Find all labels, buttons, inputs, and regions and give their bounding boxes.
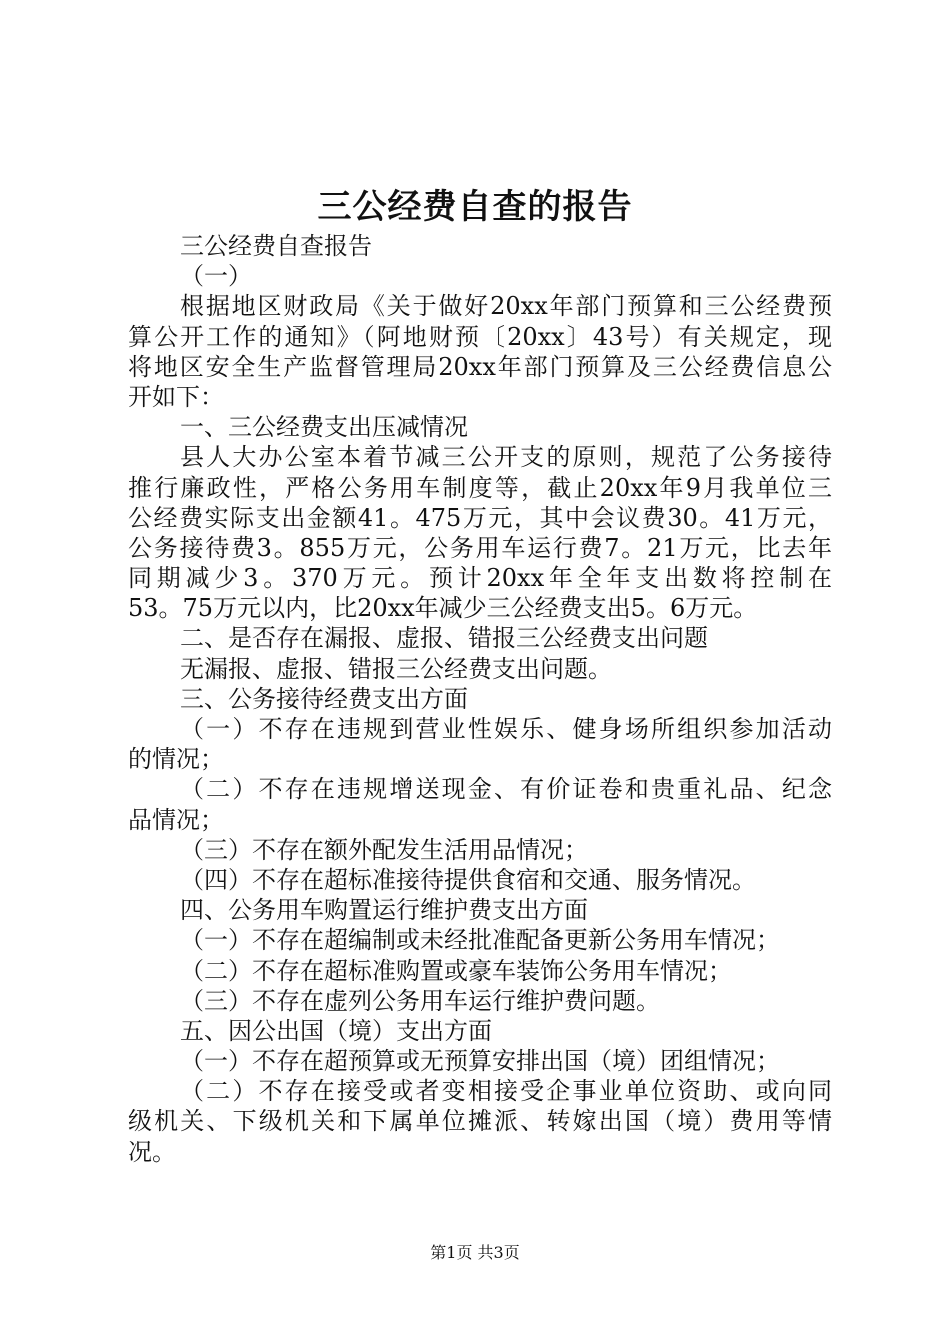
list-item-line: （二）不存在违规增送现金、有价证卷和贵重礼品、纪念 — [180, 775, 832, 804]
paragraph-line: 公经费实际支出金额41。475万元，其中会议费30。41万元， — [128, 503, 832, 532]
list-item-line: （三）不存在额外配发生活用品情况； — [180, 835, 588, 864]
list-item-line: （一）不存在违规到营业性娱乐、健身场所组织参加活动 — [180, 715, 832, 743]
paragraph-line: 将地区安全生产监督管理局20xx年部门预算及三公经费信息公 — [128, 352, 832, 381]
paragraph-line: 公务接待费3。855万元，公务用车运行费7。21万元，比去年 — [128, 533, 832, 562]
subtitle-line: 三公经费自查报告 — [180, 232, 372, 260]
list-item-line: （三）不存在虚列公务用车运行维护费问题。 — [180, 986, 660, 1015]
page-footer: 第1页 共3页 — [430, 1243, 520, 1262]
list-item-line: 品情况； — [128, 805, 224, 834]
list-item-line: 级机关、下级机关和下属单位摊派、转嫁出国（境）费用等情 — [128, 1107, 832, 1136]
document-title: 三公经费自查的报告 — [317, 187, 633, 227]
section-heading-2: 二、是否存在漏报、虚报、错报三公经费支出问题 — [180, 624, 708, 653]
list-item-line: （一）不存在超预算或无预算安排出国（境）团组情况； — [180, 1047, 780, 1076]
paragraph-line: 推行廉政性，严格公务用车制度等，截止20xx年9月我单位三 — [128, 473, 832, 502]
section-heading-4: 四、公务用车购置运行维护费支出方面 — [180, 896, 588, 925]
paragraph-line: 算公开工作的通知》（阿地财预〔20xx〕43号）有关规定，现 — [128, 322, 832, 351]
document-body — [128, 231, 832, 1167]
paragraph-line: 县人大办公室本着节减三公开支的原则，规范了公务接待 — [180, 443, 832, 472]
list-item-line: 况。 — [128, 1137, 176, 1166]
list-item-line: （四）不存在超标准接待提供食宿和交通、服务情况。 — [180, 865, 756, 894]
paragraph-line: 53。75万元以内，比20xx年减少三公经费支出5。6万元。 — [128, 594, 758, 623]
list-item-line: （一）不存在超编制或未经批准配备更新公务用车情况； — [180, 926, 780, 955]
section-heading-1: 一、三公经费支出压减情况 — [180, 413, 468, 442]
list-item-line: （二）不存在超标准购置或豪车装饰公务用车情况； — [180, 956, 732, 985]
section-marker-line: （一） — [180, 262, 252, 291]
section-heading-3: 三、公务接待经费支出方面 — [180, 684, 468, 713]
paragraph-line: 同期减少3。370万元。预计20xx年全年支出数将控制在 — [128, 564, 832, 593]
paragraph-line: 开如下： — [128, 382, 224, 411]
paragraph-line: 根据地区财政局《关于做好20xx年部门预算和三公经费预 — [180, 292, 832, 321]
list-item-line: 的情况； — [128, 745, 224, 774]
list-item-line: （二）不存在接受或者变相接受企事业单位资助、或向同 — [180, 1077, 832, 1106]
section-heading-5: 五、因公出国（境）支出方面 — [180, 1016, 492, 1045]
paragraph-line: 无漏报、虚报、错报三公经费支出问题。 — [180, 654, 612, 683]
